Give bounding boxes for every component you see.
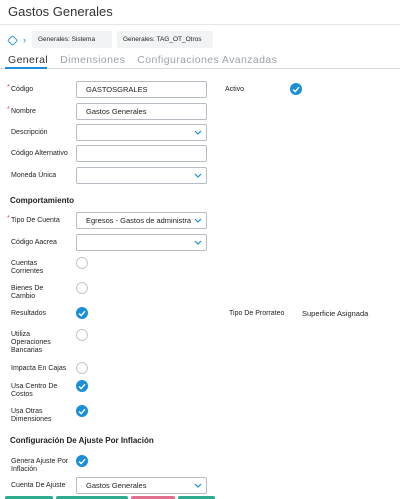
chevron-down-icon: [193, 169, 203, 182]
bienes-de-cambio-label: Bienes De Cambio: [11, 285, 44, 300]
cuenta-de-ajuste-value: Gastos Generales: [86, 481, 147, 490]
genera-ajuste-checkbox[interactable]: [76, 455, 88, 467]
chevron-right-icon: ›: [23, 35, 26, 45]
moneda-unica-label: Moneda Única: [11, 172, 57, 179]
ajuste-inflacion-section-title: Configuración De Ajuste Por Inflación: [10, 436, 154, 445]
page-title: Gastos Generales: [8, 4, 113, 19]
comportamiento-section-title: Comportamiento: [10, 196, 74, 205]
cuentas-corrientes-label: Cuentas Corrientes: [11, 260, 44, 275]
cuenta-de-ajuste-label: Cuenta De Ajuste: [11, 482, 66, 489]
activo-label: Activo: [225, 86, 245, 93]
checkmark-icon: [292, 86, 300, 93]
usa-otras-dimensiones-label: Usa Otras Dimensiones: [11, 408, 52, 423]
descripcion-select[interactable]: [76, 124, 207, 141]
chevron-down-icon: [193, 126, 203, 139]
active-tab-indicator: [5, 67, 47, 69]
tab-dimensiones[interactable]: Dimensiones: [60, 54, 126, 66]
moneda-unica-select[interactable]: [76, 167, 207, 184]
codigo-aacrea-select[interactable]: [76, 234, 207, 251]
tipo-de-cuenta-select[interactable]: [76, 212, 207, 229]
impacta-en-cajas-checkbox[interactable]: [76, 362, 88, 374]
title-divider: [0, 24, 400, 25]
breadcrumb-chip-sistema[interactable]: Generales: Sistema: [32, 31, 112, 48]
cuentas-corrientes-checkbox[interactable]: [76, 257, 88, 269]
codigo-alternativo-label: Código Alternativo: [11, 150, 68, 157]
resultados-label: Resultados: [11, 310, 47, 317]
resultados-checkbox[interactable]: [76, 307, 88, 319]
tab-bar: [8, 54, 289, 68]
codigo-label: * Código: [11, 86, 33, 94]
tag-icon[interactable]: [7, 35, 18, 46]
breadcrumb: [8, 32, 34, 48]
codigo-aacrea-label: Código Aacrea: [11, 239, 57, 246]
breadcrumb-chip-tag-ot-otros[interactable]: Generales: TAG_OT_Otros: [117, 31, 213, 48]
checkmark-icon: [78, 458, 86, 465]
tipo-de-prorrateo-value: Superficie Asignada: [302, 309, 369, 318]
impacta-en-cajas-label: Impacta En Cajas: [11, 365, 67, 372]
genera-ajuste-label: Genera Ajuste Por Inflación: [11, 458, 69, 473]
tab-general[interactable]: General: [8, 54, 49, 66]
tab-divider: [0, 68, 400, 69]
usa-otras-dimensiones-checkbox[interactable]: [76, 405, 88, 417]
bienes-de-cambio-checkbox[interactable]: [76, 282, 88, 294]
codigo-input[interactable]: GASTOSGRALES: [76, 81, 207, 98]
utiliza-operaciones-bancarias-label: Utiliza Operaciones Bancarias: [11, 331, 51, 354]
descripcion-label: Descripción: [11, 129, 48, 136]
chevron-down-icon: [193, 479, 203, 492]
tipo-de-cuenta-label: * Tipo De Cuenta: [11, 217, 60, 225]
checkmark-icon: [78, 383, 86, 390]
usa-centro-de-costos-label: Usa Centro De Costos: [11, 383, 58, 398]
codigo-alternativo-input[interactable]: [76, 145, 207, 162]
checkmark-icon: [78, 408, 86, 415]
chevron-down-icon: [193, 236, 203, 249]
tipo-de-cuenta-value: Egresos - Gastos de administra: [86, 216, 192, 225]
nombre-input[interactable]: Gastos Generales: [76, 103, 207, 120]
tab-configuraciones-avanzadas[interactable]: Configuraciones Avanzadas: [137, 54, 278, 66]
checkmark-icon: [78, 310, 86, 317]
usa-centro-de-costos-checkbox[interactable]: [76, 380, 88, 392]
cuenta-de-ajuste-select[interactable]: [76, 477, 207, 494]
activo-checkbox[interactable]: [290, 83, 302, 95]
utiliza-operaciones-bancarias-checkbox[interactable]: [76, 329, 88, 341]
tipo-de-prorrateo-label: Tipo De Prorrateo: [229, 310, 285, 317]
chevron-down-icon: [193, 214, 203, 227]
nombre-label: * Nombre: [11, 108, 36, 116]
